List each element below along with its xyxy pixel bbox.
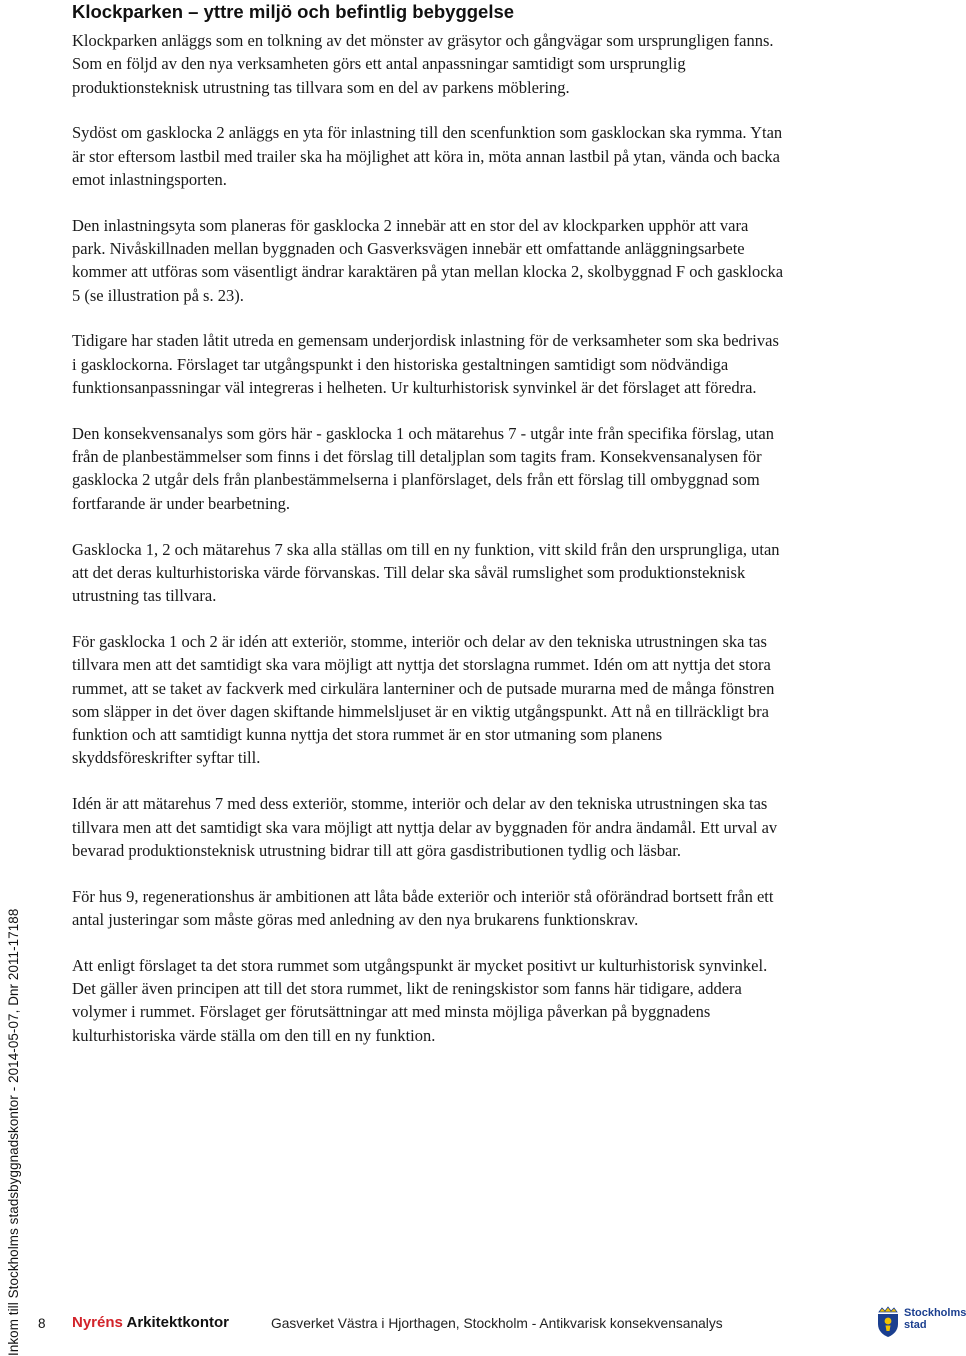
logo-line-2: stad — [904, 1318, 927, 1331]
brand-logo-text — [72, 1314, 229, 1331]
paragraph: Tidigare har staden låtit utreda en gemensam underjordisk inlastning för de verksamheter som ska bedrivas i gasklockorna. Förslaget tar utgångspunkt i den historiska gestaltningen samtidigt som nödvändiga funktionsanpassningar väl integreras i helheten. Ur kulturhistorisk synvinkel är det förslaget att föredra. — [72, 331, 779, 398]
page-heading: Klockparken – yttre miljö och befintlig bebyggelse — [72, 1, 515, 22]
crown-shield-icon — [876, 1306, 900, 1338]
brand-name-part1: Nyréns — [72, 1314, 123, 1331]
paragraph: Klockparken anläggs som en tolkning av det mönster av gräsytor och gångvägar som ursprungligen fanns. Som en följd av den nya verksamheten görs ett antal anpassningar samtidigt som ursprunglig produktionsteknisk utrustning tas tillvara som en del av parkens möblering. — [72, 31, 774, 97]
body-text — [72, 29, 784, 1069]
paragraph: För gasklocka 1 och 2 är idén att exteriör, stomme, interiör och delar av den tekniska utrustningen ska tas tillvara men att det samtidigt ska vara möjligt att nyttja det storslagna rummet. Idén om att nyttja det stora rummet, att se taket av fackverk med cirkulära lanterniner och de putsade murarna med de många fönstren som släpper in det över dagen skiftande himmelsljuset är en viktig utgångspunkt. Att nå en tillräckligt bra funktion och att samtidigt kunna nyttja det stora rummet är en stor utmaning som planens skyddsföreskrifter syftar till. — [72, 631, 775, 768]
paragraph: Den konsekvensanalys som görs här - gasklocka 1 och mätarehus 7 - utgår inte från specifika förslag, utan från de planbestämmelser som finns i det förslag till detaljplan som tagits fram. Konsekvensanalysen för gasklocka 2 utgår dels från planbestämmelserna i planförslaget, dels från ett förslag till ombyggnad som fortfarande är under bearbetning. — [72, 423, 774, 513]
brand-name-part2: Arkitektkontor — [126, 1314, 230, 1331]
registration-stamp — [4, 868, 24, 1356]
paragraph: Idén är att mätarehus 7 med dess exteriör, stomme, interiör och delar av den tekniska utrustningen ska tas tillvara men att det samtidigt ska vara möjligt att nyttja delar av byggnaden för andra ändamål. Ett urval av bevarad produktionsteknisk utrustning bidrar till att göra gasdistributionen tydlig och läsbar. — [72, 794, 778, 860]
paragraph: Sydöst om gasklocka 2 anläggs en yta för inlastning till den scenfunktion som gasklockan ska rymma. Ytan är stor eftersom lastbil med trailer ska ha möjlighet att köra in, möta annan lastbil på ytan, vända och backa emot inlastningsporten. — [72, 123, 783, 189]
footer-document-title: Gasverket Västra i Hjorthagen, Stockholm - Antikvarisk konsekvensanalys — [271, 1316, 723, 1331]
logo-line-1: Stockholms — [904, 1307, 966, 1319]
registration-stamp-text: Inkom till Stockholms stadsbyggnadskontor - 2014-05-07, Dnr 2011-17188 — [6, 908, 21, 1356]
paragraph: Att enligt förslaget ta det stora rummet som utgångspunkt är mycket positivt ur kulturhistorisk synvinkel. Det gäller även principen att till det stora rummet, likt de reningskistor som fanns här tidigare, addera volymer i rummet. Förslaget ger förutsättningar att med minsta möjliga påverkan på byggnadens kulturhistoriska värde ställa om den till en ny funktion. — [72, 955, 768, 1045]
paragraph: Gasklocka 1, 2 och mätarehus 7 ska alla ställas om till en ny funktion, vitt skild från den ursprungliga, utan att det deras kulturhistoriska värde förvanskas. Till delar ska såväl rumslighet som produktionsteknisk utrustning tas tillvara. — [72, 539, 780, 606]
paragraph: För hus 9, regenerationshus är ambitionen att låta både exteriör och interiör stå oförändrad bortsett från ett antal justeringar som måste göras med anledning av den nya brukarens funktionskrav. — [72, 886, 774, 929]
stockholms-stad-logo — [876, 1304, 966, 1342]
page-number: 8 — [38, 1316, 46, 1331]
paragraph: Den inlastningsyta som planeras för gasklocka 2 innebär att en stor del av klockparken upphör att vara park. Nivåskillnaden mellan byggnaden och Gasverksvägen innebär ett omfattande anläggningsarbete kommer att utföras som väsentligt ändrar karaktären på ytan mellan klocka 2, skolbyggnad F och gasklocka 5 (se illustration på s. 23). — [72, 215, 784, 305]
